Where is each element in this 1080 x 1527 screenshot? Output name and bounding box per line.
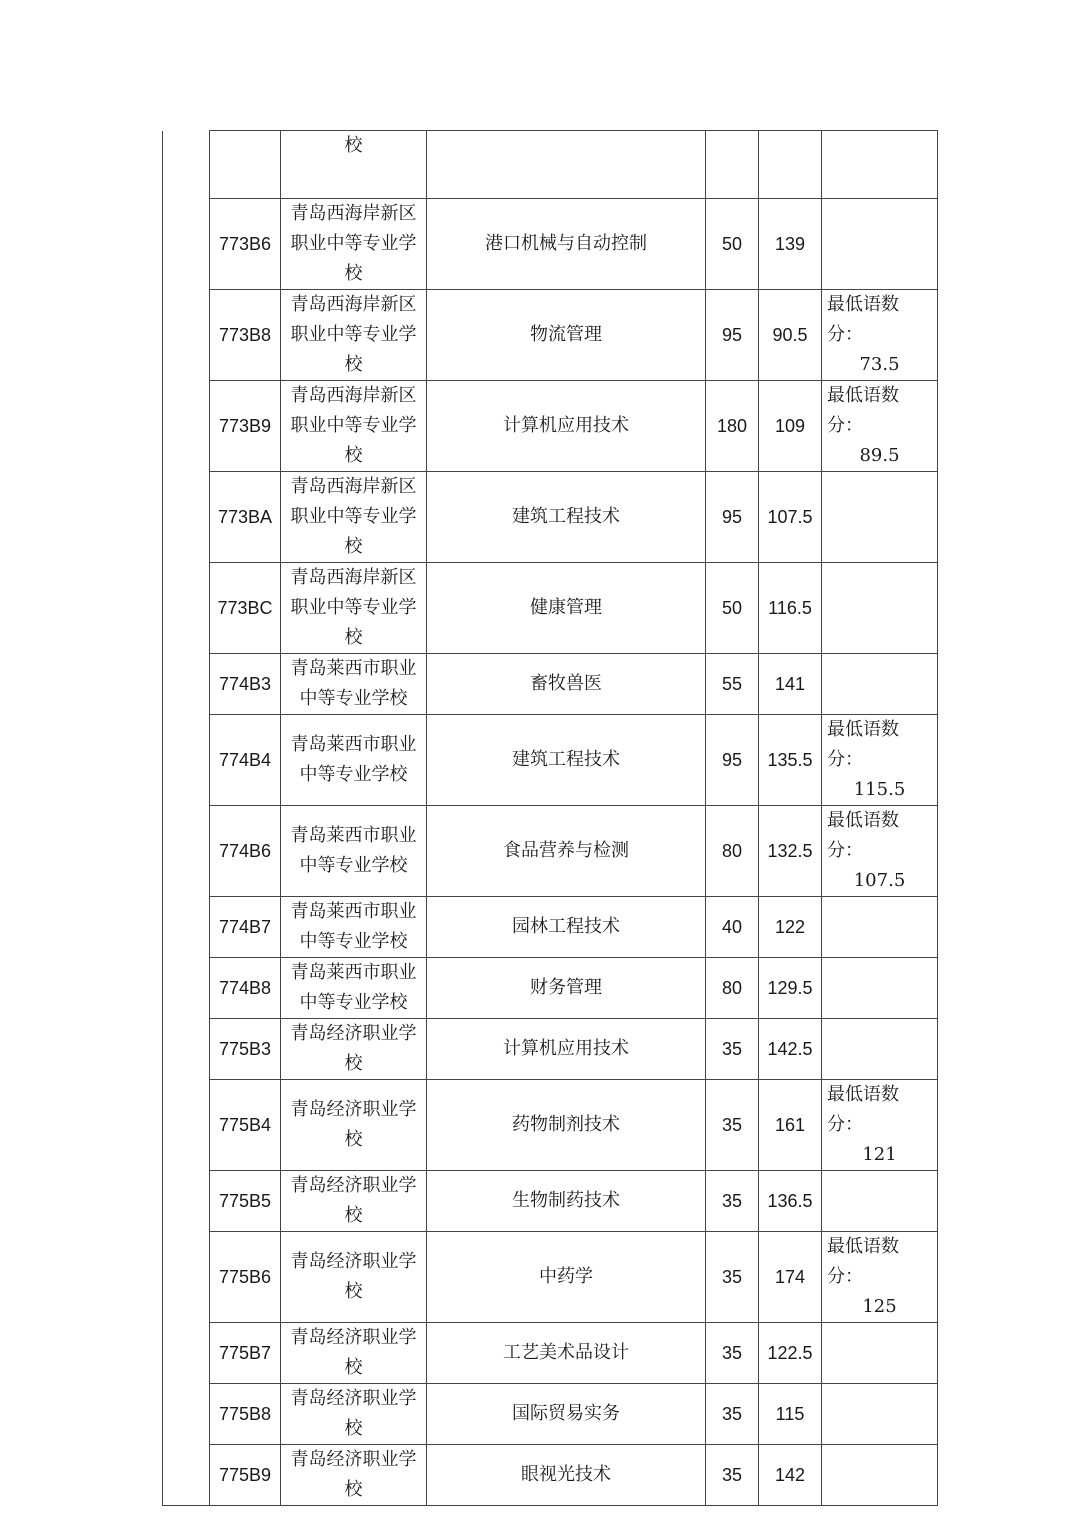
table-row [163,715,938,806]
table-row [163,1171,938,1232]
min-score: 142 [759,1445,822,1506]
program-code: 774B6 [210,806,281,897]
plan-count: 50 [706,563,759,654]
table-row [163,1080,938,1171]
note-value: 121 [862,1144,897,1165]
note-value: 89.5 [859,445,900,466]
major-name: 计算机应用技术 [427,1019,706,1080]
program-code: 775B6 [210,1232,281,1323]
plan-count: 35 [706,1080,759,1171]
school-name: 青岛莱西市职业中等专业学校 [281,654,427,715]
note-cell [822,199,938,290]
plan-count: 80 [706,958,759,1019]
min-score: 107.5 [759,472,822,563]
school-name: 青岛西海岸新区职业中等专业学校 [281,563,427,654]
table-row [163,381,938,472]
major-name: 园林工程技术 [427,897,706,958]
major-name: 港口机械与自动控制 [427,199,706,290]
program-code: 773B6 [210,199,281,290]
school-name: 青岛经济职业学校 [281,1232,427,1323]
table-row [163,290,938,381]
major-name: 建筑工程技术 [427,472,706,563]
note-cell [822,806,938,897]
plan-count: 55 [706,654,759,715]
program-code: 775B9 [210,1445,281,1506]
program-code: 773BA [210,472,281,563]
note-cell [822,1445,938,1506]
note-cell [822,1171,938,1232]
note-label: 最低语数分： [827,294,899,345]
program-code: 773BC [210,563,281,654]
table-row [163,1384,938,1445]
major-name: 畜牧兽医 [427,654,706,715]
min-score: 122.5 [759,1323,822,1384]
note-cell [822,958,938,1019]
program-code: 775B4 [210,1080,281,1171]
note-cell [822,381,938,472]
table-row [163,897,938,958]
program-code: 774B3 [210,654,281,715]
min-score: 142.5 [759,1019,822,1080]
program-code: 775B7 [210,1323,281,1384]
program-code: 773B8 [210,290,281,381]
note-cell [822,290,938,381]
min-score: 132.5 [759,806,822,897]
plan-count: 35 [706,1019,759,1080]
min-score: 115 [759,1384,822,1445]
school-name: 青岛莱西市职业中等专业学校 [281,715,427,806]
plan-count: 35 [706,1384,759,1445]
program-code: 775B5 [210,1171,281,1232]
program-code [210,131,281,199]
table-row [163,654,938,715]
note-cell [822,715,938,806]
major-name: 生物制药技术 [427,1171,706,1232]
note-cell [822,1384,938,1445]
table-row [163,1445,938,1506]
table-row [163,131,938,199]
plan-count: 80 [706,806,759,897]
program-code: 775B3 [210,1019,281,1080]
program-code: 774B4 [210,715,281,806]
min-score: 109 [759,381,822,472]
major-name: 国际贸易实务 [427,1384,706,1445]
note-cell [822,563,938,654]
major-name: 药物制剂技术 [427,1080,706,1171]
school-name: 青岛经济职业学校 [281,1323,427,1384]
min-score: 129.5 [759,958,822,1019]
min-score: 122 [759,897,822,958]
note-label: 最低语数分： [827,385,899,436]
merged-category-cell [163,131,210,1506]
min-score: 161 [759,1080,822,1171]
major-name: 健康管理 [427,563,706,654]
plan-count: 95 [706,715,759,806]
min-score: 90.5 [759,290,822,381]
plan-count: 95 [706,290,759,381]
note-label: 最低语数分： [827,810,899,861]
note-value: 125 [862,1296,897,1317]
min-score: 174 [759,1232,822,1323]
admission-score-table [162,130,938,1506]
min-score: 141 [759,654,822,715]
note-label: 最低语数分： [827,1084,899,1135]
plan-count [706,131,759,199]
table-row [163,1323,938,1384]
note-cell [822,1232,938,1323]
school-name: 青岛莱西市职业中等专业学校 [281,897,427,958]
major-name: 计算机应用技术 [427,381,706,472]
plan-count: 40 [706,897,759,958]
min-score [759,131,822,199]
table-row [163,958,938,1019]
table-row [163,806,938,897]
note-cell [822,472,938,563]
major-name: 中药学 [427,1232,706,1323]
major-name: 眼视光技术 [427,1445,706,1506]
table-row [163,472,938,563]
table-row [163,199,938,290]
table-row [163,563,938,654]
plan-count: 35 [706,1171,759,1232]
min-score: 136.5 [759,1171,822,1232]
min-score: 139 [759,199,822,290]
school-name: 青岛莱西市职业中等专业学校 [281,806,427,897]
major-name: 财务管理 [427,958,706,1019]
note-cell [822,131,938,199]
note-cell [822,1323,938,1384]
school-name: 青岛西海岸新区职业中等专业学校 [281,290,427,381]
plan-count: 180 [706,381,759,472]
note-cell [822,1080,938,1171]
program-code: 773B9 [210,381,281,472]
major-name: 物流管理 [427,290,706,381]
program-code: 774B7 [210,897,281,958]
note-value: 107.5 [853,870,906,891]
school-name: 青岛莱西市职业中等专业学校 [281,958,427,1019]
note-label: 最低语数分： [827,719,899,770]
school-name: 青岛经济职业学校 [281,1171,427,1232]
school-name: 校 [281,131,427,199]
school-name: 青岛经济职业学校 [281,1445,427,1506]
school-name: 青岛经济职业学校 [281,1080,427,1171]
plan-count: 35 [706,1323,759,1384]
note-cell [822,654,938,715]
major-name: 食品营养与检测 [427,806,706,897]
school-name: 青岛西海岸新区职业中等专业学校 [281,381,427,472]
plan-count: 50 [706,199,759,290]
program-code: 775B8 [210,1384,281,1445]
major-name: 建筑工程技术 [427,715,706,806]
major-name [427,131,706,199]
min-score: 135.5 [759,715,822,806]
school-name: 青岛经济职业学校 [281,1384,427,1445]
table-row [163,1019,938,1080]
note-value: 115.5 [853,779,906,800]
school-name: 青岛经济职业学校 [281,1019,427,1080]
plan-count: 95 [706,472,759,563]
note-cell [822,1019,938,1080]
table-row [163,1232,938,1323]
note-cell [822,897,938,958]
note-label: 最低语数分： [827,1236,899,1287]
plan-count: 35 [706,1232,759,1323]
min-score: 116.5 [759,563,822,654]
plan-count: 35 [706,1445,759,1506]
school-name: 青岛西海岸新区职业中等专业学校 [281,472,427,563]
school-name: 青岛西海岸新区职业中等专业学校 [281,199,427,290]
program-code: 774B8 [210,958,281,1019]
major-name: 工艺美术品设计 [427,1323,706,1384]
note-value: 73.5 [859,354,900,375]
